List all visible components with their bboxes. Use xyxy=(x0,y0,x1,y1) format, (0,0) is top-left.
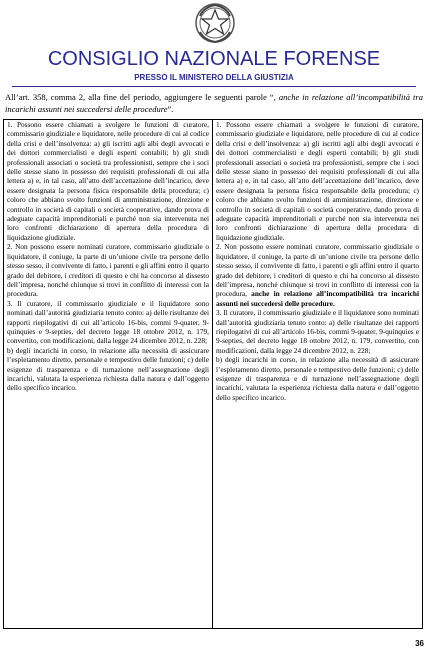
right-paragraph-3: 3. Il curatore, il commissario giudiziale e il liquidatore sono nominati dall’autorità giudiziaria tenuto conto: a) delle risultanze dei rapporti riepilogativi di cui all’articolo 16-bis, commi 9-quater, 9-quinquies e 9-septies, del decreto legge 18 ottobre 2012, n. 179, convertito, con modificazioni, dalla legge 24 dicembre 2012, n. 228; xyxy=(216,308,419,355)
left-paragraph-2: 2. Non possono essere nominati curatore, commissario giudiziale o liquidatore, il coniuge, la parte di un’unione civile tra persone dello stesso sesso, il convivente di fatto, i parenti e gli affini entro il quarto grado del debitore, i creditori di questo e chi ha concorso al dissesto dell’impresa, nonché chiunque si trovi in conflitto di interessi con la procedura. xyxy=(7,242,209,299)
page-number: 36 xyxy=(415,639,424,648)
comparison-table xyxy=(3,119,423,629)
header-title: CONSIGLIO NAZIONALE FORENSE xyxy=(47,48,381,70)
left-paragraph-1: 1. Possono essere chiamati a svolgere le funzioni di curatore, commissario giudiziale e liquidatore, nelle procedure di cui al codice della crisi e dell’insolvenza: a) gli iscritti agli albi degli avvocati e dei dottori commercialisti e degli esperti contabili; b) gli studi professionali associati o società tra professionisti, sempre che i soci delle stesse siano in possesso dei requisiti professionali di cui alla lettera a) e, in tal caso, all’atto dell’accettazione dell’incarico, deve essere designata la persona fisica responsabile della procedura; c) coloro che abbiano svolto funzioni di amministrazione, direzione e controllo in società di capitali o società cooperative, dando prova di adeguate capacità imprenditoriali e purché non sia intervenuta nei loro confronti dichiarazione di apertura della procedura di liquidazione giudiziale. xyxy=(7,120,209,242)
intro-paragraph xyxy=(5,91,423,115)
header-divider xyxy=(12,86,416,87)
left-paragraph-3: 3. Il curatore, il commissario giudiziale e il liquidatore sono nominati dall’autorità giudiziaria tenuto conto: a) delle risultanze dei rapporti riepilogativi di cui all’articolo 16-bis, commi 9-quater, 9-quinquies e 9-septies, del decreto legge 18 ottobre 2012, n. 179, convertito, con modificazioni, dalla legge 24 dicembre 2012, n. 228; xyxy=(7,298,209,346)
right-column-proposed-text xyxy=(213,120,422,628)
left-column-current-text xyxy=(4,120,213,628)
intro-quote: , anche in relazione all’incompatibilità tra incarichi assunti nei succedersi delle procedure xyxy=(5,92,423,114)
left-paragraph-4: b) degli incarichi in corso, in relazione alla necessità di assicurare l’espletamento diretto, personale e tempestivo delle funzioni; c) delle esigenze di trasparenza e di turnazione nell’assegnazione degli incarichi, valutata la esperienza richiesta dalla natura e dall’oggetto dello specifico incarico. xyxy=(7,345,210,393)
right-paragraph-1: 1. Possono essere chiamati a svolgere le funzioni di curatore, commissario giudiziale e liquidatore, nelle procedure di cui al codice della crisi e dell’insolvenza: a) gli iscritti agli albi degli avvocati e dei dottori commercialisti e degli esperti contabili; b) gli studi professionali associati o società tra professionisti, sempre che i soci delle stesse siano in possesso dei requisiti professionali di cui alla lettera a) e, in tal caso, all’atto dell’accettazione dell’incarico, deve essere designata la persona fisica responsabile della procedura; c) coloro che abbiano svolto funzioni di amministrazione, direzione e controllo in società di capitali o società cooperative, dando prova di adeguate capacità imprenditoriali e purché non sia intervenuta nei loro confronti dichiarazione di apertura della procedura di liquidazione giudiziale. xyxy=(216,120,419,242)
right-paragraph-2-amendment: anche in relazione all’incompatibilità tra incarichi assunti nei succedersi delle procedure. xyxy=(216,289,419,308)
intro-closing: ”. xyxy=(167,104,174,114)
right-paragraph-2-text: 2. Non possono essere nominati curatore, commissario giudiziale o liquidatore, il coniuge, la parte di un’unione civile tra persone dello stesso sesso, il convivente di fatto, i parenti e gli affini entro il quarto grado del debitore, i creditori di questo e chi ha concorso al dissesto dell’impresa, nonché chiunque si trovi in conflitto di interessi con la procedura, xyxy=(216,242,419,299)
right-paragraph-4: b) degli incarichi in corso, in relazione alla necessità di assicurare l’espletamento diretto, personale e tempestivo delle funzioni; c) delle esigenze di trasparenza e di turnazione nell’assegnazione degli incarichi, valutata la esperienza richiesta dalla natura e dall’oggetto dello specifico incarico. xyxy=(216,355,419,402)
right-paragraph-2 xyxy=(216,242,419,308)
republic-emblem-icon xyxy=(194,2,236,44)
header-subtitle: PRESSO IL MINISTERO DELLA GIUSTIZIA xyxy=(134,73,294,82)
intro-text: All’art. 358, comma 2, alla fine del periodo, aggiungere le seguenti parole “ xyxy=(5,92,274,102)
